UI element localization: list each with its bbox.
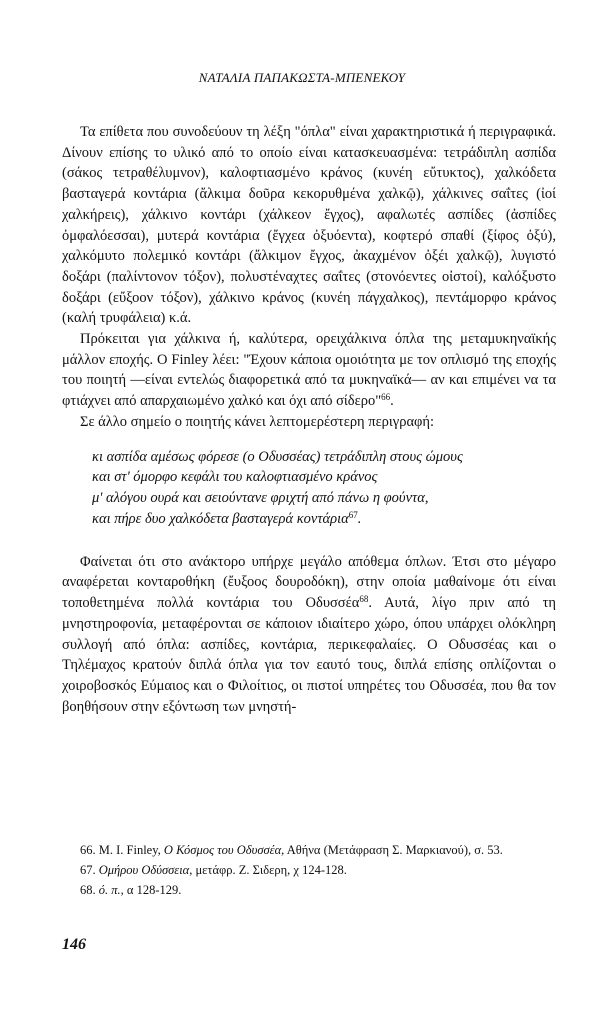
footnote-68-rest: , α 128-129. xyxy=(120,883,182,897)
verse-line-4 xyxy=(92,509,556,530)
verse-quote xyxy=(92,447,556,530)
paragraph-2-text: Πρόκειται για χάλκινα ή, καλύτερα, ορειχάλκινα όπλα της μεταμυκηναϊκής μάλλον εποχής. Ο Finley λέει: "Έχουν κάποια ομοιότητα με τον οπλισμό της εποχής του ποιητή —είναι εντελώς διαφορετικά από τα μυκηναϊκά— αν και επιμένει να τα φτιάχνει από απαρχαιωμένο χαλκό και όχι από σίδερο" xyxy=(62,331,556,410)
paragraph-4 xyxy=(62,552,556,718)
footnote-66-rest: , Αθήνα (Μετάφραση Σ. Μαρκιανού), σ. 53. xyxy=(281,843,503,857)
footnote-67-title: Ομήρου Οδύσσεια xyxy=(98,863,190,877)
page-number: 146 xyxy=(62,936,86,953)
footnote-66 xyxy=(62,840,556,860)
verse-line-1: κι ασπίδα αμέσως φόρεσε (ο Οδυσσέας) τετράδιπλη στους ώμους xyxy=(92,448,463,465)
main-text xyxy=(62,122,556,717)
footnotes xyxy=(62,840,556,900)
paragraph-2 xyxy=(62,329,556,412)
running-header: ΝΑΤΑΛΙΑ ΠΑΠΑΚΩΣΤΑ-ΜΠΕΝΕΚΟΥ xyxy=(198,70,406,85)
verse-line-3: μ' αλόγου ουρά και σειούντανε φριχτή από πάνω η φούντα, xyxy=(92,490,429,507)
footnote-ref-66[interactable]: 66 xyxy=(381,392,391,403)
verse-line-2: και στ' όμορφο κεφάλι του καλοφτιασμένο κράνος xyxy=(92,469,378,486)
footnote-68-number: 68. xyxy=(80,883,96,897)
paragraph-4-text: Φαίνεται ότι στο ανάκτορο υπήρχε μεγάλο απόθεμα όπλων. Έτσι στο μέγαρο αναφέρεται κονταροθήκη (ἔυξοος δουροδόκη), στην οποία μαθαίνομε ότι είναι τοποθετημένα πολλά κοντάρια του Οδυσσέα xyxy=(62,553,556,612)
footnote-68-ref: ό. π. xyxy=(98,883,121,897)
paragraph-2-end: . xyxy=(390,393,394,410)
footnote-ref-68[interactable]: 68 xyxy=(359,594,369,605)
footnote-ref-67[interactable]: 67 xyxy=(348,509,358,520)
footnote-66-title: Ο Κόσμος του Οδυσσέα xyxy=(163,843,282,857)
footnote-68 xyxy=(62,880,556,900)
paragraph-1: Τα επίθετα που συνοδεύουν τη λέξη "όπλα" είναι χαρακτηριστικά ή περιγραφικά. Δίνουν επίσης το υλικό από το οποίο είναι κατασκευασμένα: τετράδιπλη ασπίδα (σάκος τετραθέλυμνον), καλοφτιασμένο κράνος (κυνέη εὔτυκτος), χαλκόδετα βασταγερά κοντάρια (ἄλκιμα δοῦρα κεκορυθμένα χαλκῷ), χάλκινες σαΐτες (ἰοί χαλκήρεις), χάλκινο κοντάρι (χάλκεον ἔγχος), αφαλωτές ασπίδες (ἀσπίδες ὀμφαλόεσσαι), μυτερά κοντάρια (ἔγχεα ὀξυόεντα), κοφτερό σπαθί (ξίφος ὀξύ), χαλκόμυτο πολεμικό κοντάρι (ἄλκιμον ἔγχος, ἀκαχμένον ὀξέι χαλκῷ), λυγιστό δοξάρι (παλίντονον τόξον), πολυστέναχτες σαΐτες (στονόεντες οἰστοί), καλόξυστο δοξάρι (εὔξοον τόξον), χάλκινο κράνος (κυνέη πάγχαλκος), πεντάμορφο κράνος (καλή τρυφάλεια) κ.ά. xyxy=(62,124,556,327)
footnote-67-number: 67. xyxy=(80,863,96,877)
footnote-67-rest: , μετάφρ. Ζ. Σιδερη, χ 124-128. xyxy=(189,863,347,877)
paragraph-3: Σε άλλο σημείο ο ποιητής κάνει λεπτομερέστερη περιγραφή: xyxy=(80,413,435,430)
footnote-66-author: M. I. Finley, xyxy=(98,843,161,857)
footnote-66-number: 66. xyxy=(80,843,96,857)
verse-line-4-end: . xyxy=(357,510,362,527)
verse-line-4-text: και πήρε δυο χαλκόδετα βασταγερά κοντάρια xyxy=(92,510,349,527)
paragraph-4-rest: . Αυτά, λίγο πριν από τη μνηστηροφονία, μεταφέρονται σε κάποιον ιδιαίτερο χώρο, όπου υπάρχει ολόκληρη συλλογή από όπλα: ασπίδες, κοντάρια, περικεφαλαίες. Ο Οδυσσέας και ο Τηλέμαχος κρατούν διπλά όπλα για τον εαυτό τους, διπλά επίσης οπλίζονται ο χοιροβοσκός Εύμαιος και ο Φιλοίτιος, οι πιστοί υπηρέτες του Οδυσσέα, που θα τον βοηθήσουν στην εξόντωση των μνηστή- xyxy=(62,595,556,715)
footnote-67 xyxy=(62,860,556,880)
